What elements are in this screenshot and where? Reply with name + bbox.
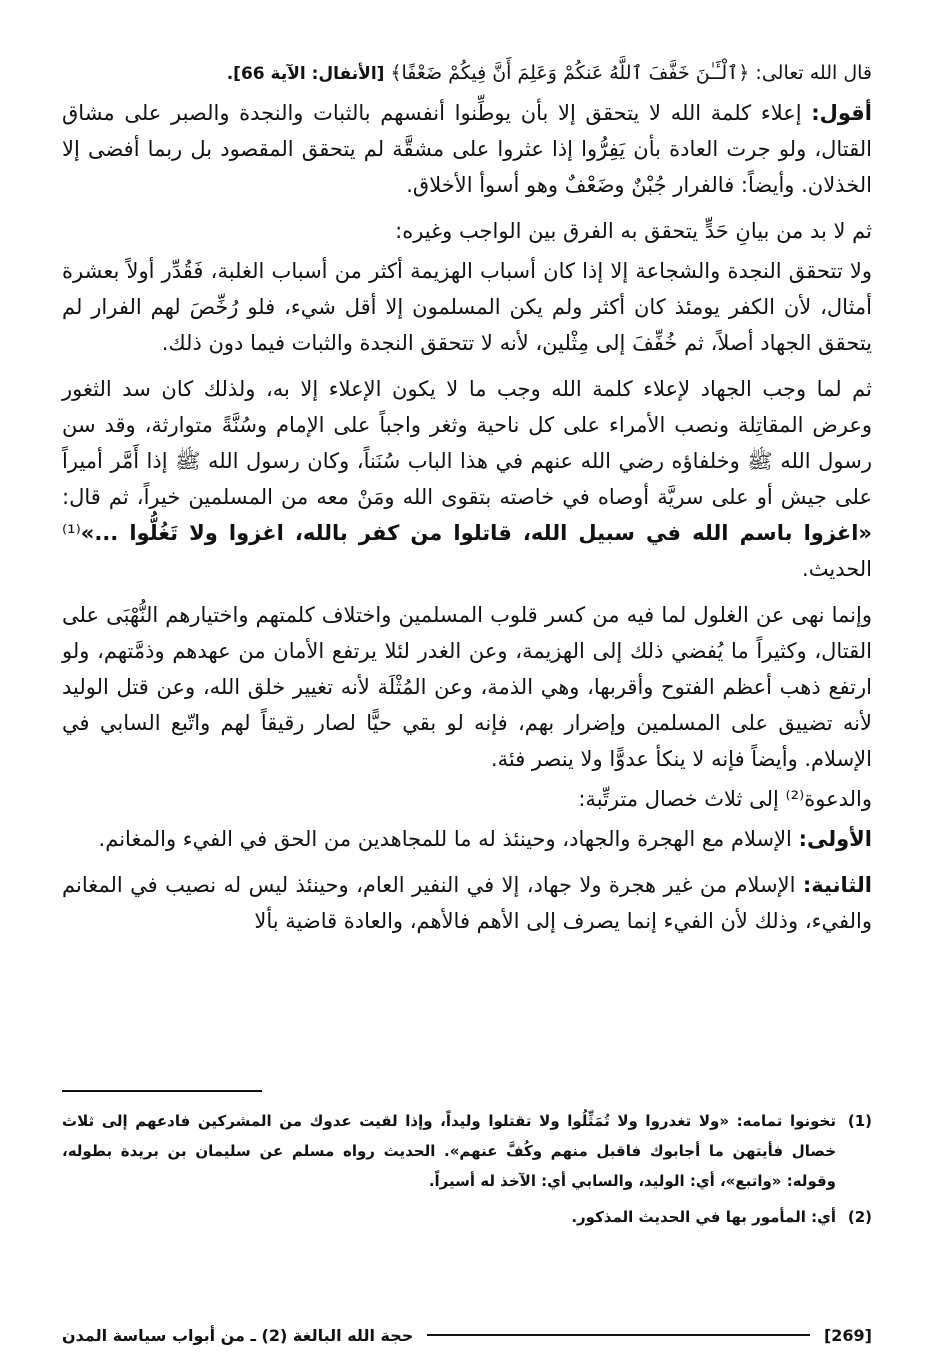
paragraph-lead: الأولى: bbox=[798, 827, 872, 851]
footnote-item bbox=[62, 1202, 872, 1232]
quran-quote bbox=[62, 58, 872, 89]
paragraph-lead: الثانية: bbox=[802, 873, 872, 897]
document-page bbox=[62, 58, 872, 1348]
paragraph-3 bbox=[62, 253, 872, 361]
paragraph-7 bbox=[62, 821, 872, 857]
paragraph-text: إعلاء كلمة الله لا يتحقق إلا بأن يوطِّنوا أنفسهم بالثبات والنجدة والصبر على مشاق القتال، ولو جرت العادة بأن يَفِرُّوا إذا عثروا على مشقَّة لم يتحقق المقصود بل ربما أفضى إلا الخذلان. وأيضاً: فالفرار جُبْنٌ وضَعْفٌ وهو أسوأ الأخلاق. bbox=[62, 101, 872, 197]
footnote-text: تخونوا تمامه: «ولا تغدروا ولا تُمَثِّلُوا ولا تقتلوا وليداً، وإذا لقيت عدوك من المشركين فادعهم إلى ثلاث خصال فأيتهن ما أجابوك فاقبل منهم وكُفَّ عنهم». الحديث رواه مسلم عن سليمان بن بريدة بطوله، وقوله: «واتبع»، أي: الوليد، والسابي أي: الآخذ له أسيراً. bbox=[62, 1112, 836, 1190]
paragraph-text: الإسلام من غير هجرة ولا جهاد، إلا في النفير العام، وحينئذ ليس له نصيب في المغانم والفيء، وذلك لأن الفيء إنما يصرف إلى الأهم فالأهم، والعادة قاضية بألا bbox=[62, 873, 872, 933]
footnote-item bbox=[62, 1106, 872, 1196]
footnote-number: (1) bbox=[847, 1112, 872, 1130]
paragraph-1 bbox=[62, 95, 872, 203]
paragraph-text: وإنما نهى عن الغلول لما فيه من كسر قلوب المسلمين واختلاف كلمتهم واختيارهم النُّهْبَى على القتال، وكثيراً ما يُفضي ذلك إلى الهزيمة، وعن الغدر لئلا يرتفع الأمان من عهدهم وذمَّتهم، ولو ارتفع ذهب أعظم الفتوح وأقربها، وهي الذمة، وعن المُثْلَة لأنه تغيير خلق الله، وعن قتل الوليد لأنه تضييق على المسلمين وإضرار بهم، فإنه لو بقي حيًّا لصار رقيقاً لهم واتّبع السابي في الإسلام. وأيضاً فإنه لا ينكأ عدوًّا ولا ينصر فئة. bbox=[62, 603, 872, 771]
footnote-divider bbox=[62, 1090, 262, 1092]
page-number: [269] bbox=[823, 1325, 872, 1345]
footnote-number: (2) bbox=[847, 1208, 872, 1226]
paragraph-text: ولا تتحقق النجدة والشجاعة إلا إذا كان أسباب الهزيمة أكثر من أسباب الغلبة، فَقُدِّر أولاً بعشرة أمثال، لأن الكفر يومئذ كان أكثر ولم يكن المسلمون إلا أقل شيء، فلو رُخِّصَ لهم الفرار لم يتحقق الجهاد أصلاً، ثم خُفِّفَ إلى مِثْلين، لأنه لا تتحقق النجدة والثبات فيما دون ذلك. bbox=[62, 259, 872, 355]
paragraph-text: ثم لما وجب الجهاد لإعلاء كلمة الله وجب ما لا يكون الإعلاء إلا به، ولذلك كان سد الثغور وعرض المقاتِلة ونصب الأمراء على كل ناحية وثغر واجباً على الإمام وسُنَّةً متوارثة، وقد سن رسول الله ﷺ وخلفاؤه رضي الله عنهم في هذا الباب سُنَناً، وكان رسول الله ﷺ إذا أَمَّر أميراً على جيش أو على سريَّة أوصاه في خاصته بتقوى الله ومَنْ معه من المسلمين خيراً، ثم قال: bbox=[62, 377, 872, 509]
paragraph-text: ثم لا بد من بيانِ حَدٍّ يتحقق به الفرق بين الواجب وغيره: bbox=[395, 219, 872, 243]
paragraph-text: والدعوة⁽²⁾ إلى ثلاث خصال مترتِّبة: bbox=[578, 787, 872, 811]
page-footer bbox=[62, 1320, 872, 1350]
quote-prefix: قال الله تعالى: bbox=[749, 62, 872, 84]
hadith-quote: «اغزوا باسم الله في سبيل الله، قاتلوا من كفر بالله، اغزوا ولا تَغُلُّوا ...» bbox=[80, 521, 872, 545]
paragraph-tail: ⁽¹⁾ الحديث. bbox=[62, 521, 872, 581]
quote-verse: ﴿ٱلْـَٔـٰنَ خَفَّفَ ٱللَّهُ عَنكُمْ وَعَلِمَ أَنَّ فِيكُمْ ضَعْفًا﴾ bbox=[390, 62, 750, 84]
paragraph-5 bbox=[62, 597, 872, 777]
paragraph-8 bbox=[62, 867, 872, 939]
footer-rule bbox=[427, 1334, 810, 1336]
paragraph-lead: أقول: bbox=[811, 101, 872, 125]
paragraph-text: الإسلام مع الهجرة والجهاد، وحينئذ له ما للمجاهدين من الحق في الفيء والمغانم. bbox=[98, 827, 799, 851]
paragraph-6 bbox=[62, 781, 872, 817]
paragraph-4 bbox=[62, 371, 872, 587]
footnotes bbox=[62, 1106, 872, 1238]
running-title: حجة الله البالغة (2) ـ من أبواب سياسة المدن bbox=[62, 1325, 414, 1345]
paragraph-2 bbox=[62, 213, 872, 249]
footnote-text: أي: المأمور بها في الحديث المذكور. bbox=[571, 1208, 836, 1226]
quote-reference: [الأنفال: الآية 66]. bbox=[226, 64, 391, 84]
